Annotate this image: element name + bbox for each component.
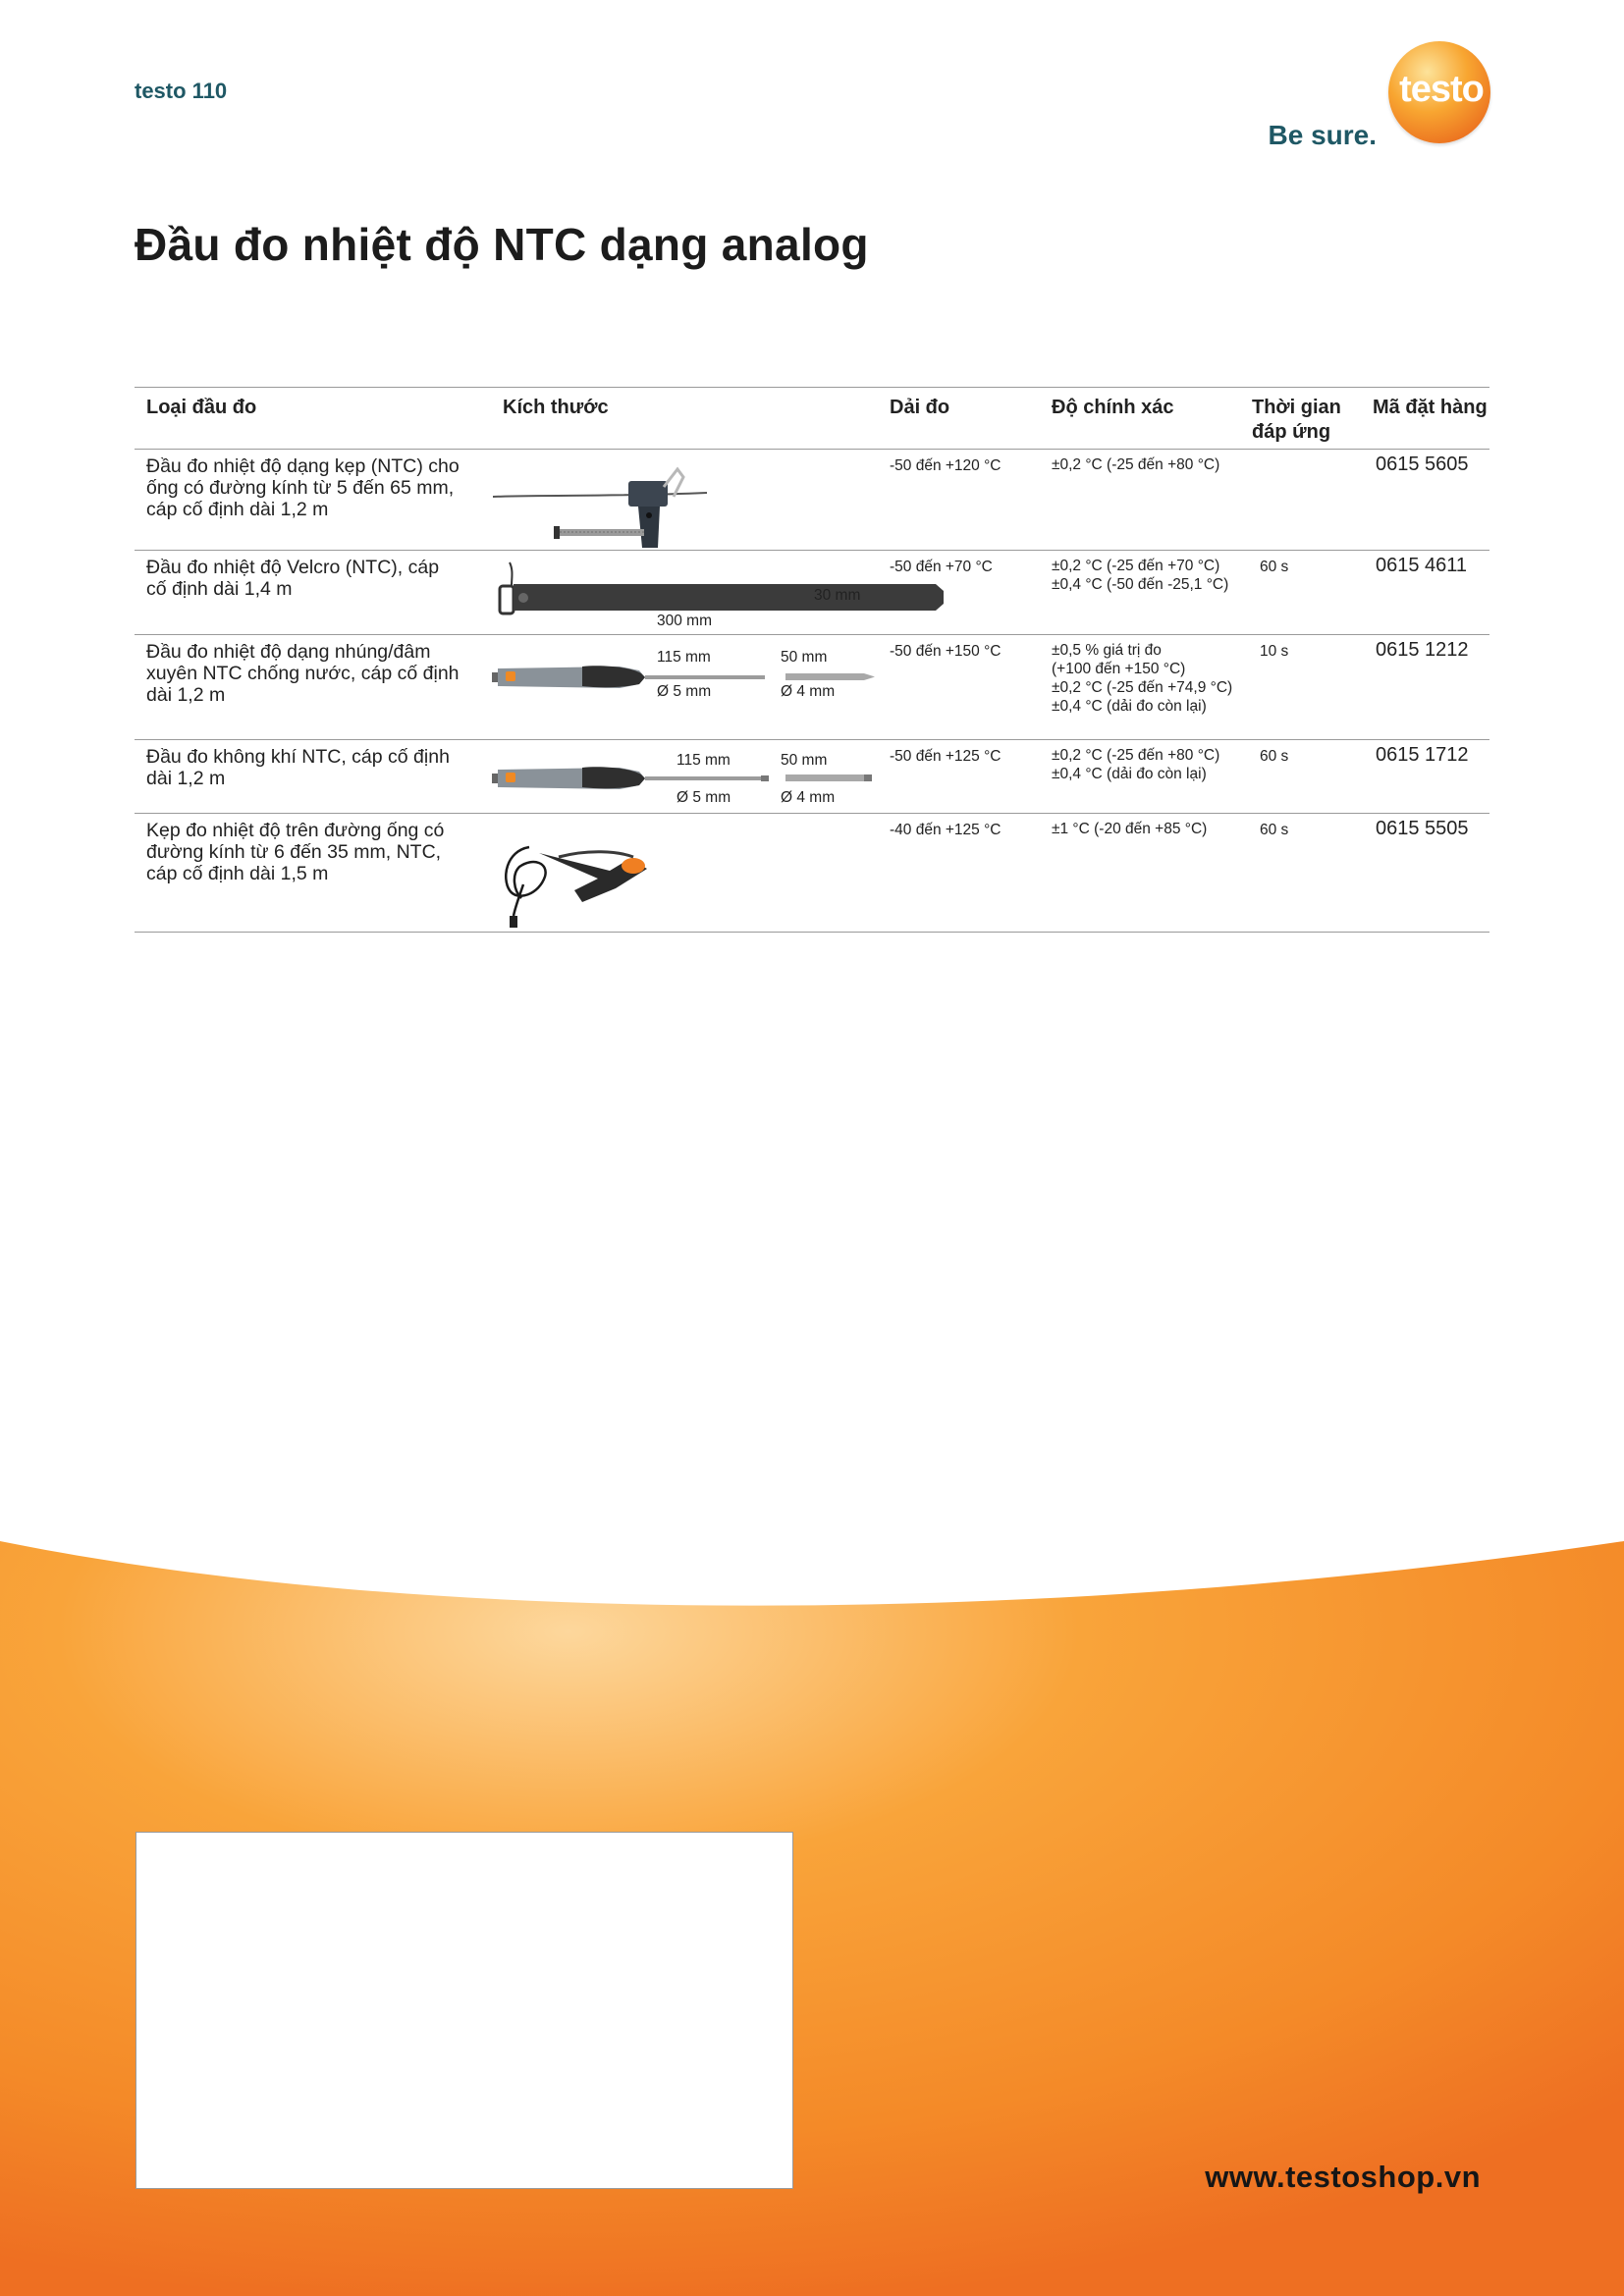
brand-logo <box>1255 41 1490 149</box>
velcro-probe-image <box>496 561 947 615</box>
order-code: 0615 4611 <box>1376 555 1468 576</box>
header-product-name: testo 110 <box>135 79 228 103</box>
dimension-label: 115 mm <box>657 649 711 666</box>
order-code: 0615 5505 <box>1376 818 1469 839</box>
measuring-range: -40 đến +125 °C <box>890 822 1001 838</box>
header-response-time: Thời gian đáp ứng <box>1252 397 1341 443</box>
table-row <box>135 740 1489 814</box>
website-url[interactable]: www.testoshop.vn <box>1205 2160 1481 2194</box>
dimension-label: 50 mm <box>781 649 828 666</box>
measuring-range: -50 đến +120 °C <box>890 457 1001 474</box>
accuracy <box>1052 557 1228 594</box>
order-code: 0615 1212 <box>1376 639 1469 661</box>
probe-type: Đầu đo nhiệt độ dạng kẹp (NTC) cho ống có đường kính từ 5 đến 65 mm, cáp cố định dài 1,2 m <box>146 455 460 520</box>
table-header-row <box>135 388 1489 450</box>
probe-type: Đầu đo không khí NTC, cáp cố định dài 1,2 m <box>146 746 450 789</box>
measuring-range: -50 đến +150 °C <box>890 643 1001 660</box>
brand-slogan: Be sure. <box>1268 120 1377 150</box>
accuracy <box>1052 641 1232 716</box>
order-code: 0615 5605 <box>1376 454 1469 475</box>
dimension-label: Ø 4 mm <box>781 789 836 806</box>
response-time: 60 s <box>1260 559 1289 575</box>
table-row <box>135 551 1489 635</box>
accuracy-line: ±0,2 °C (-25 đến +80 °C) <box>1052 747 1220 764</box>
table-row <box>135 450 1489 551</box>
header-order-code: Mã đặt hàng <box>1373 397 1488 418</box>
pipe-clip-probe-image <box>500 833 677 932</box>
brand-wordmark: testo <box>1399 69 1484 110</box>
header-dimensions: Kích thước <box>503 397 609 418</box>
header-accuracy: Độ chính xác <box>1052 397 1174 418</box>
accuracy-line: ±0,2 °C (-25 đến +80 °C) <box>1052 456 1220 473</box>
response-time: 10 s <box>1260 643 1289 660</box>
table-row <box>135 814 1489 933</box>
dimension-label: Ø 5 mm <box>677 789 731 806</box>
probe-type: Kẹp đo nhiệt độ trên đường ống có đường kính từ 6 đến 35 mm, NTC, cáp cố định dài 1,5 m <box>146 820 445 884</box>
accuracy-line: ±0,4 °C (-50 đến -25,1 °C) <box>1052 576 1229 593</box>
accuracy <box>1052 820 1207 838</box>
dimension-label: Ø 5 mm <box>657 683 712 700</box>
response-time: 60 s <box>1260 748 1289 765</box>
accuracy-line: ±0,2 °C (-25 đến +74,9 °C) <box>1052 679 1233 696</box>
table-row <box>135 635 1489 740</box>
probe-table <box>135 387 1489 933</box>
accuracy-line: (+100 đến +150 °C) <box>1052 661 1186 677</box>
dimension-label: Ø 4 mm <box>781 683 836 700</box>
accuracy-line: ±0,4 °C (dải đo còn lại) <box>1052 698 1207 715</box>
probe-type: Đầu đo nhiệt độ Velcro (NTC), cáp cố định dài 1,4 m <box>146 557 440 600</box>
accuracy <box>1052 746 1219 783</box>
pipe-clamp-probe-image <box>491 457 727 550</box>
response-time: 60 s <box>1260 822 1289 838</box>
dimension-label: 115 mm <box>677 752 731 769</box>
order-code: 0615 1712 <box>1376 744 1469 766</box>
accuracy-line: ±0,5 % giá trị đo <box>1052 642 1162 659</box>
page-title: Đầu đo nhiệt độ NTC dạng analog <box>135 219 869 270</box>
probe-type: Đầu đo nhiệt độ dạng nhúng/đâm xuyên NTC chống nước, cáp cố định dài 1,2 m <box>146 641 460 706</box>
measuring-range: -50 đến +70 °C <box>890 559 993 575</box>
accuracy-line: ±0,2 °C (-25 đến +70 °C) <box>1052 558 1220 574</box>
measuring-range: -50 đến +125 °C <box>890 748 1001 765</box>
accuracy-line: ±0,4 °C (dải đo còn lại) <box>1052 766 1207 782</box>
accuracy <box>1052 455 1219 474</box>
dimension-label: 30 mm <box>814 587 861 604</box>
dimension-label: 50 mm <box>781 752 828 769</box>
dimension-label: 300 mm <box>657 613 712 629</box>
dealer-address-box <box>135 1832 793 2189</box>
header-probe-type: Loại đầu đo <box>146 397 257 418</box>
accuracy-line: ±1 °C (-20 đến +85 °C) <box>1052 821 1208 837</box>
header-range: Dải đo <box>890 397 950 418</box>
